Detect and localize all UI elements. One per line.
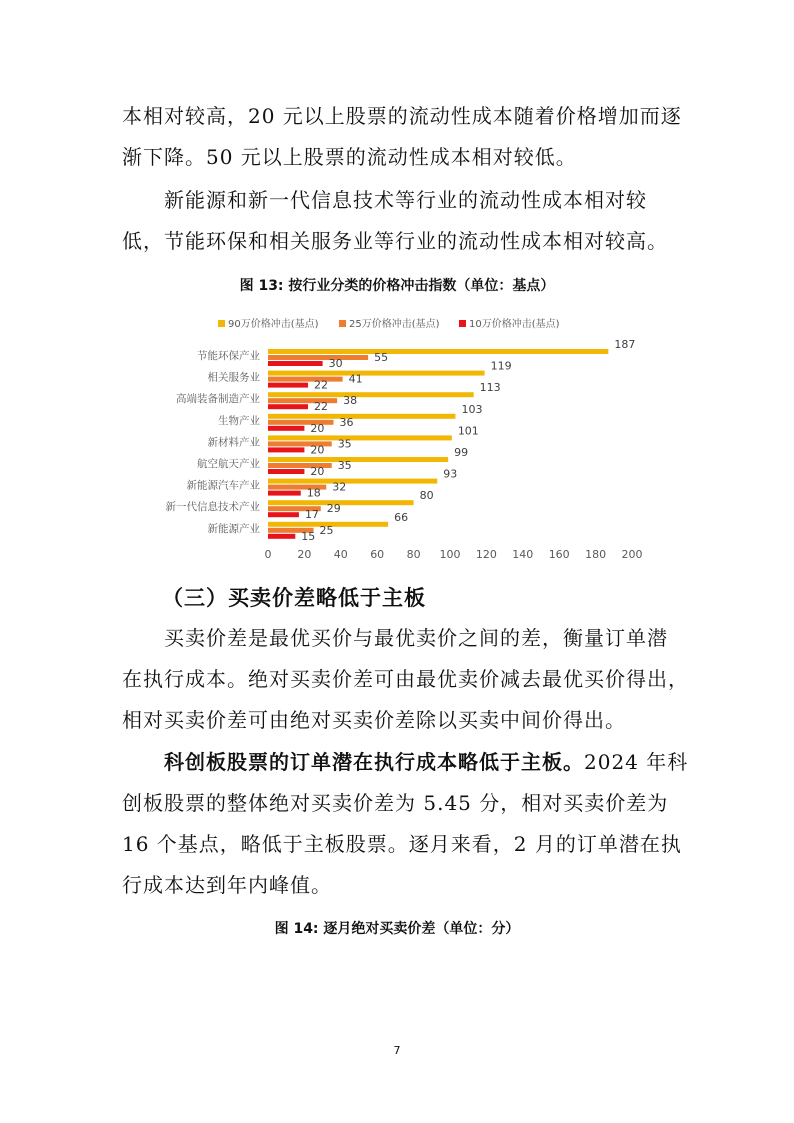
legend-swatch <box>459 320 466 327</box>
x-tick-label: 40 <box>333 548 348 561</box>
x-tick-label: 180 <box>585 548 607 561</box>
paragraph-4-line-2: 创板股票的整体绝对买卖价差为 5.45 分，相对买卖价差为 <box>122 791 669 815</box>
figure-14-caption: 图 14: 逐月绝对买卖价差（单位：分） <box>274 921 520 937</box>
data-label: 18 <box>306 486 321 500</box>
paragraph-2-line-1: 新能源和新一代信息技术等行业的流动性成本相对较 <box>164 188 647 212</box>
bar <box>268 355 368 360</box>
category-label: 生物产业 <box>218 414 260 427</box>
section-heading: （三）买卖价差略低于主板 <box>162 586 426 610</box>
paragraph-4-line-1 <box>122 742 689 783</box>
bar <box>268 500 414 505</box>
bar <box>268 349 608 354</box>
data-label: 66 <box>394 510 409 524</box>
data-label: 32 <box>332 480 347 494</box>
data-label: 17 <box>304 508 319 522</box>
paragraph-4-line-3: 16 个基点，略低于主板股票。逐月来看，2 月的订单潜在执 <box>122 832 682 856</box>
bar <box>268 479 437 484</box>
legend-label: 90万价格冲击(基点) <box>228 319 319 330</box>
paragraph-2 <box>122 180 674 262</box>
data-label: 119 <box>490 359 512 373</box>
data-label: 113 <box>479 381 501 395</box>
figure-13-caption: 图 13: 按行业分类的价格冲击指数（单位：基点） <box>239 278 555 294</box>
bar <box>268 469 304 474</box>
bar <box>268 457 448 462</box>
legend-label: 25万价格冲击(基点) <box>349 319 440 330</box>
legend-swatch <box>218 320 225 327</box>
data-label: 101 <box>457 424 479 438</box>
industry-price-impact-chart <box>146 306 648 572</box>
category-label: 新一代信息技术产业 <box>165 501 260 514</box>
bar <box>268 534 295 539</box>
data-label: 20 <box>310 421 325 435</box>
data-label: 93 <box>443 467 458 481</box>
bar <box>268 447 304 452</box>
data-label: 55 <box>374 351 389 364</box>
bar <box>268 491 301 496</box>
paragraph-3 <box>122 618 689 741</box>
x-tick-label: 0 <box>264 548 272 561</box>
legend-swatch <box>339 320 346 327</box>
data-label: 99 <box>454 446 469 459</box>
category-label: 新能源产业 <box>207 522 260 535</box>
chart-legend <box>218 317 560 330</box>
data-label: 20 <box>310 443 325 457</box>
x-tick-label: 140 <box>512 548 534 561</box>
x-tick-label: 120 <box>475 548 497 561</box>
data-label: 22 <box>314 400 329 414</box>
bar <box>268 414 455 419</box>
paragraph-4-bold-lead: 科创板股票的订单潜在执行成本略低于主板。 <box>164 750 584 774</box>
data-label: 80 <box>419 489 434 503</box>
data-label: 25 <box>319 523 334 537</box>
category-label: 高端装备制造产业 <box>176 393 260 406</box>
x-tick-label: 20 <box>297 548 312 561</box>
bar <box>268 426 304 431</box>
category-label: 节能环保产业 <box>197 350 260 362</box>
data-label: 29 <box>326 502 341 516</box>
x-tick-label: 160 <box>548 548 570 561</box>
bar <box>268 361 323 366</box>
data-label: 35 <box>337 459 352 472</box>
data-label: 15 <box>301 529 316 543</box>
paragraph-1 <box>122 96 682 178</box>
data-label: 35 <box>337 437 352 451</box>
x-tick-label: 60 <box>370 548 385 561</box>
data-label: 36 <box>339 415 354 429</box>
bar <box>268 404 308 409</box>
paragraph-1-line-2: 渐下降。50 元以上股票的流动性成本相对较低。 <box>122 145 577 169</box>
category-label: 相关服务业 <box>207 371 260 384</box>
bar <box>268 383 308 388</box>
data-label: 20 <box>310 465 325 478</box>
paragraph-1-line-1: 本相对较高，20 元以上股票的流动性成本随着价格增加而逐 <box>122 104 682 128</box>
paragraph-3-line-2: 在执行成本。绝对买卖价差可由最优卖价减去最优买价得出， <box>122 667 689 691</box>
data-label: 38 <box>343 394 358 408</box>
category-label: 新材料产业 <box>207 436 260 449</box>
bar <box>268 392 474 397</box>
x-tick-label: 100 <box>439 548 461 561</box>
bar <box>268 512 299 517</box>
bar <box>268 377 343 382</box>
data-label: 30 <box>328 357 343 370</box>
paragraph-3-line-3: 相对买卖价差可由绝对买卖价差除以买卖中间价得出。 <box>122 708 626 732</box>
paragraph-3-line-1: 买卖价差是最优买价与最优卖价之间的差，衡量订单潜 <box>164 626 668 650</box>
paragraph-2-line-2: 低，节能环保和相关服务业等行业的流动性成本相对较高。 <box>122 229 668 253</box>
x-tick-label: 200 <box>621 548 643 561</box>
data-label: 187 <box>614 338 636 351</box>
bar <box>268 371 485 376</box>
legend-label: 10万价格冲击(基点) <box>469 319 560 330</box>
x-tick-label: 80 <box>406 548 421 561</box>
data-label: 41 <box>348 372 363 386</box>
category-label: 航空航天产业 <box>197 458 260 470</box>
data-label: 103 <box>461 402 483 416</box>
bar <box>268 435 452 440</box>
paragraph-4-line-4: 行成本达到年内峰值。 <box>122 873 332 897</box>
paragraph-4 <box>122 742 689 906</box>
page-number: 7 <box>393 1044 401 1057</box>
data-label: 22 <box>314 378 329 392</box>
category-label: 新能源汽车产业 <box>186 479 260 492</box>
paragraph-4-line-1-rest: 2024 年科 <box>584 750 689 774</box>
